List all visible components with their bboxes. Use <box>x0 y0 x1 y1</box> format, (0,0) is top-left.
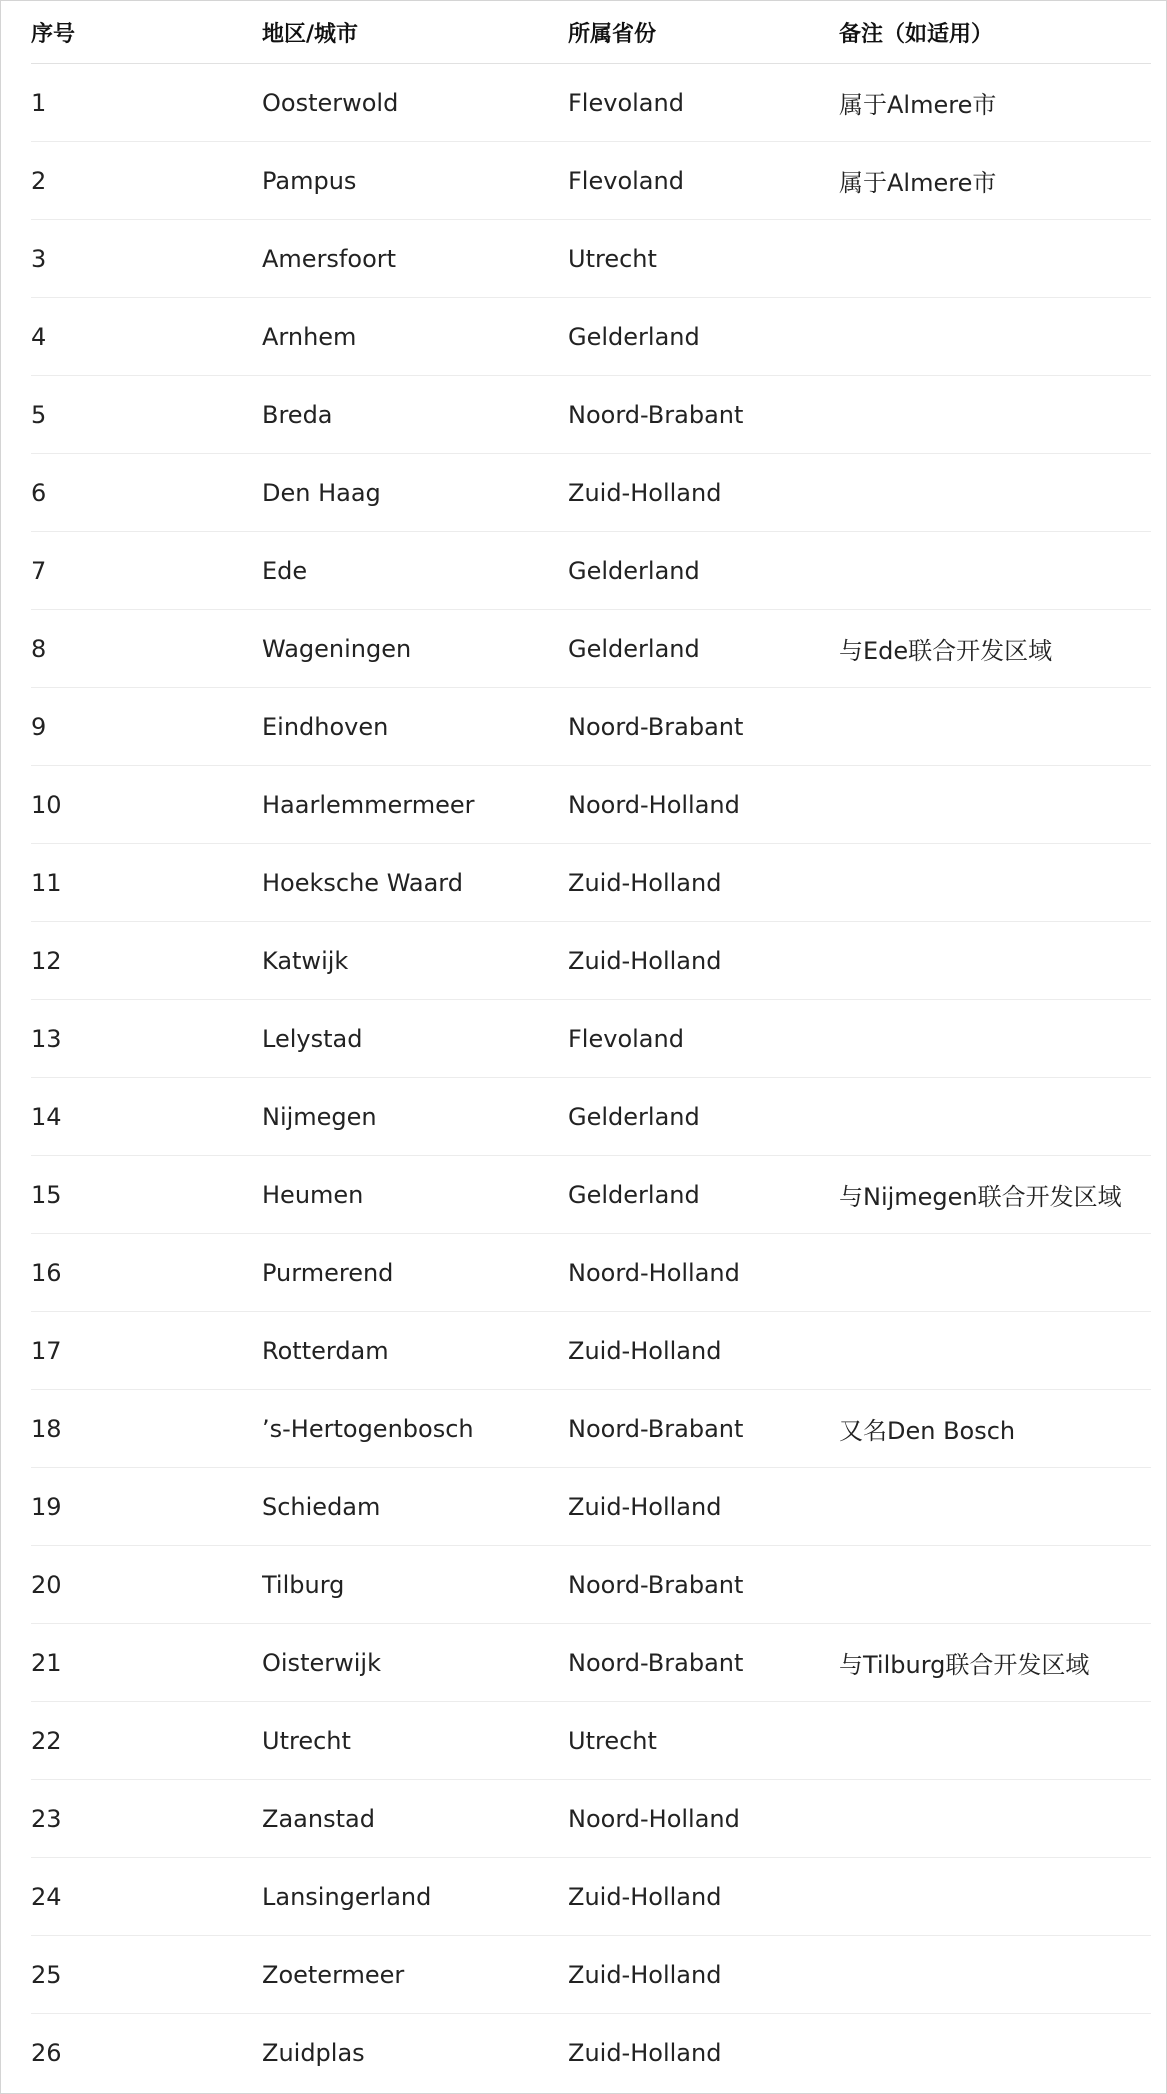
cell-province: Zuid-Holland <box>568 1312 839 1390</box>
cell-note <box>839 2014 1151 2092</box>
cell-number: 7 <box>31 532 262 610</box>
cell-number: 10 <box>31 766 262 844</box>
cell-note <box>839 376 1151 454</box>
header-province: 所属省份 <box>568 1 839 64</box>
table-row <box>31 1390 1151 1468</box>
cell-city: Haarlemmermeer <box>262 766 568 844</box>
header-number: 序号 <box>31 1 262 64</box>
cell-number: 9 <box>31 688 262 766</box>
cell-number: 24 <box>31 1858 262 1936</box>
cell-province: Gelderland <box>568 610 839 688</box>
table-row <box>31 142 1151 220</box>
cell-city: Oisterwijk <box>262 1624 568 1702</box>
cell-number: 13 <box>31 1000 262 1078</box>
cell-city: Wageningen <box>262 610 568 688</box>
table-row <box>31 298 1151 376</box>
cell-note <box>839 1468 1151 1546</box>
cell-province: Flevoland <box>568 142 839 220</box>
cell-note: 与Nijmegen联合开发区域 <box>839 1156 1151 1234</box>
city-table <box>31 1 1151 2091</box>
cell-number: 14 <box>31 1078 262 1156</box>
cell-note: 与Ede联合开发区域 <box>839 610 1151 688</box>
table-row <box>31 1702 1151 1780</box>
table-row <box>31 610 1151 688</box>
table-row <box>31 376 1151 454</box>
cell-number: 4 <box>31 298 262 376</box>
cell-province: Zuid-Holland <box>568 2038 722 2067</box>
cell-province: Gelderland <box>568 1156 839 1234</box>
table-row <box>31 454 1151 532</box>
cell-note <box>839 1078 1151 1156</box>
cell-note <box>839 844 1151 922</box>
cell-city: Rotterdam <box>262 1312 568 1390</box>
cell-city: Tilburg <box>262 1546 568 1624</box>
cell-province: Zuid-Holland <box>568 922 839 1000</box>
table-row <box>31 220 1151 298</box>
header-city: 地区/城市 <box>262 1 568 64</box>
cell-province: Noord-Brabant <box>568 1546 839 1624</box>
table-row <box>31 844 1151 922</box>
cell-note <box>839 220 1151 298</box>
cell-city: Purmerend <box>262 1234 568 1312</box>
cell-number: 15 <box>31 1156 262 1234</box>
cell-note: 属于Almere市 <box>839 142 1151 220</box>
cell-province: Noord-Brabant <box>568 1624 839 1702</box>
cell-number: 2 <box>31 142 262 220</box>
cell-province: Utrecht <box>568 1702 839 1780</box>
cell-province: Noord-Brabant <box>568 688 839 766</box>
cell-city: ’s-Hertogenbosch <box>262 1390 568 1468</box>
cell-number: 5 <box>31 376 262 454</box>
table-row <box>31 532 1151 610</box>
cell-city: Oosterwold <box>262 64 568 142</box>
cell-city: Zoetermeer <box>262 1936 568 2014</box>
table-body <box>31 64 1151 2092</box>
cell-province: Noord-Holland <box>568 1234 839 1312</box>
cell-city: Heumen <box>262 1156 568 1234</box>
cell-note <box>839 454 1151 532</box>
cell-city: Eindhoven <box>262 688 568 766</box>
cell-city: Hoeksche Waard <box>262 844 568 922</box>
cell-province: Zuid-Holland <box>568 844 839 922</box>
cell-city: Katwijk <box>262 922 568 1000</box>
cell-note <box>839 1936 1151 2014</box>
cell-number: 17 <box>31 1312 262 1390</box>
cell-number: 11 <box>31 844 262 922</box>
cell-province: Flevoland <box>568 1000 839 1078</box>
table-row <box>31 1234 1151 1312</box>
cell-note: 又名Den Bosch <box>839 1390 1151 1468</box>
table-row <box>31 1468 1151 1546</box>
cell-province: Gelderland <box>568 532 839 610</box>
cell-number: 8 <box>31 610 262 688</box>
cell-city: Lansingerland <box>262 1858 568 1936</box>
cell-number: 23 <box>31 1780 262 1858</box>
table-row <box>31 1312 1151 1390</box>
cell-number: 3 <box>31 220 262 298</box>
cell-note <box>839 766 1151 844</box>
cell-city: Den Haag <box>262 454 568 532</box>
table-row <box>31 1546 1151 1624</box>
cell-note: 属于Almere市 <box>839 64 1151 142</box>
cell-number: 20 <box>31 1546 262 1624</box>
cell-note <box>839 1780 1151 1858</box>
table-row <box>31 1624 1151 1702</box>
cell-province: Gelderland <box>568 1078 839 1156</box>
cell-number: 16 <box>31 1234 262 1312</box>
cell-number: 22 <box>31 1702 262 1780</box>
table-row <box>31 766 1151 844</box>
cell-note <box>839 1000 1151 1078</box>
table-row <box>31 2014 1151 2092</box>
table-row <box>31 1000 1151 1078</box>
table-row <box>31 1156 1151 1234</box>
cell-city: Breda <box>262 376 568 454</box>
table-row <box>31 1936 1151 2014</box>
cell-note <box>839 1702 1151 1780</box>
cell-note <box>839 532 1151 610</box>
cell-province: Flevoland <box>568 64 839 142</box>
cell-note <box>839 1858 1151 1936</box>
cell-note <box>839 1234 1151 1312</box>
cell-number: 26 <box>31 2038 62 2067</box>
table-row <box>31 1780 1151 1858</box>
cell-note <box>839 688 1151 766</box>
cell-number: 1 <box>31 64 262 142</box>
cell-number: 21 <box>31 1624 262 1702</box>
cell-note <box>839 922 1151 1000</box>
cell-city: Schiedam <box>262 1468 568 1546</box>
cell-number: 19 <box>31 1468 262 1546</box>
cell-province: Noord-Brabant <box>568 376 839 454</box>
table-row <box>31 1858 1151 1936</box>
cell-number: 12 <box>31 922 262 1000</box>
cell-note: 与Tilburg联合开发区域 <box>839 1624 1151 1702</box>
cell-province: Noord-Brabant <box>568 1390 839 1468</box>
cell-city: Ede <box>262 532 568 610</box>
cell-number: 6 <box>31 454 262 532</box>
cell-city: Utrecht <box>262 1702 568 1780</box>
cell-province: Noord-Holland <box>568 1780 839 1858</box>
cell-city: Zuidplas <box>262 2038 365 2067</box>
cell-city: Arnhem <box>262 298 568 376</box>
cell-city: Amersfoort <box>262 220 568 298</box>
header-note: 备注（如适用） <box>839 1 1151 64</box>
cell-city: Lelystad <box>262 1000 568 1078</box>
cell-city: Pampus <box>262 142 568 220</box>
cell-city: Zaanstad <box>262 1780 568 1858</box>
cell-province: Zuid-Holland <box>568 1936 839 2014</box>
cell-note <box>839 298 1151 376</box>
cell-province: Utrecht <box>568 220 839 298</box>
cell-number: 25 <box>31 1936 262 2014</box>
table-row <box>31 922 1151 1000</box>
cell-province: Gelderland <box>568 298 839 376</box>
table-header <box>31 1 1151 64</box>
table-row <box>31 688 1151 766</box>
cell-province: Zuid-Holland <box>568 1858 839 1936</box>
header-row <box>31 1 1151 64</box>
cell-province: Zuid-Holland <box>568 454 839 532</box>
table-row <box>31 1078 1151 1156</box>
cell-note <box>839 1546 1151 1624</box>
cell-city: Nijmegen <box>262 1078 568 1156</box>
cell-note <box>839 1312 1151 1390</box>
cell-number: 18 <box>31 1390 262 1468</box>
cell-province: Zuid-Holland <box>568 1468 839 1546</box>
table-row <box>31 64 1151 142</box>
cell-province: Noord-Holland <box>568 766 839 844</box>
